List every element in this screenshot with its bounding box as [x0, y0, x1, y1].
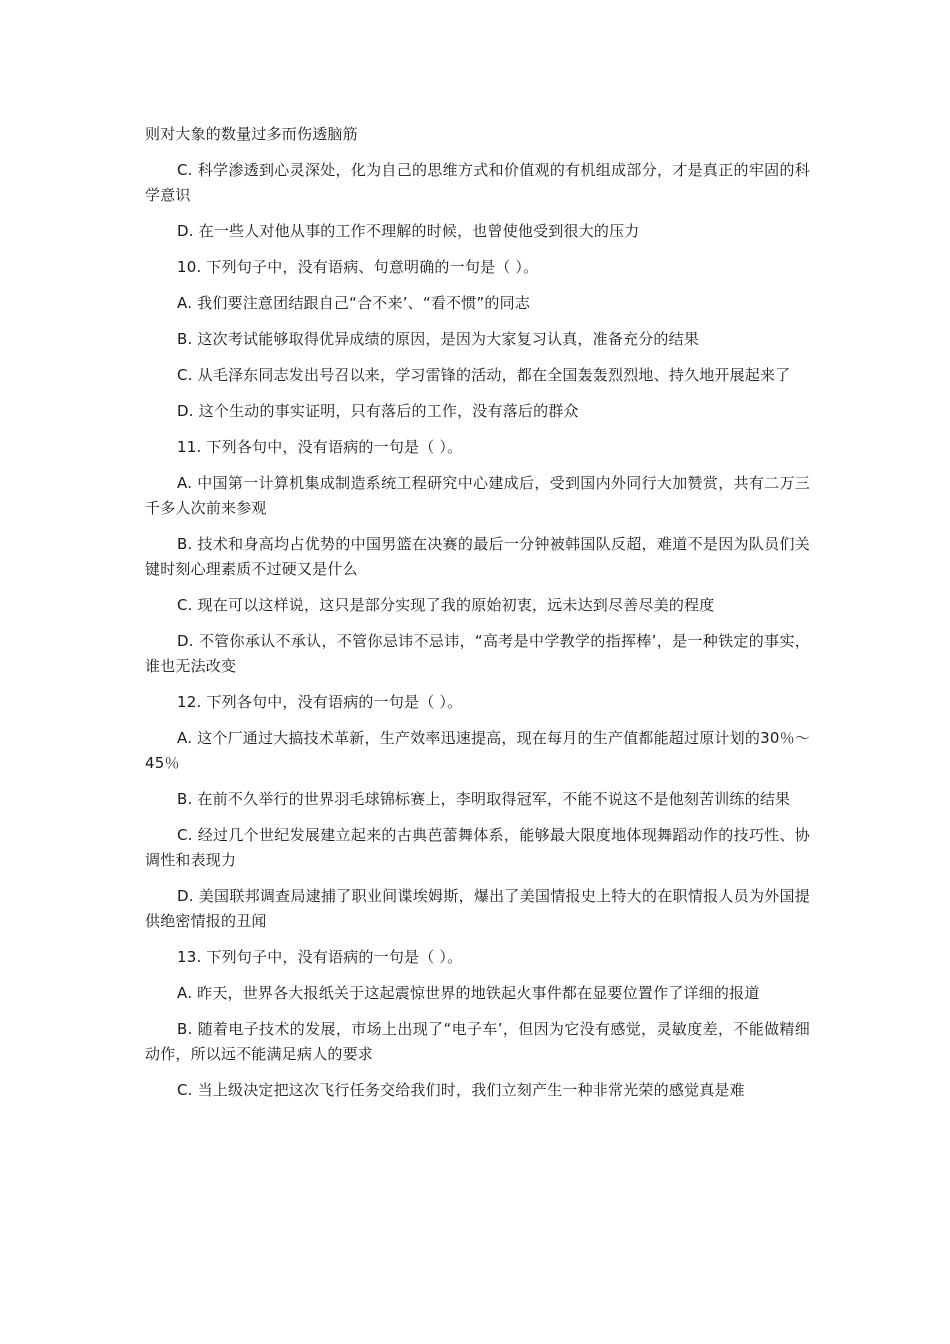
- answer-option: C. 当上级决定把这次飞行任务交给我们时，我们立刻产生一种非常光荣的感觉真是难: [177, 1081, 745, 1099]
- answer-option: C. 科学渗透到心灵深处，化为自己的思维方式和价值观的有机组成部分，才是真正的牢固的科学意识: [145, 161, 810, 204]
- question-stem: 10. 下列句子中，没有语病、句意明确的一句是（ ）。: [177, 258, 539, 276]
- answer-option: D. 不管你承认不承认，不管你忌讳不忌讳，“高考是中学教学的指挥棒’，是一种铁定的事实，谁也无法改变: [145, 632, 810, 675]
- answer-option: B. 在前不久举行的世界羽毛球锦标赛上，李明取得冠军，不能不说这不是他刻苦训练的结果: [177, 790, 791, 808]
- answer-option: C. 现在可以这样说，这只是部分实现了我的原始初衷，远未达到尽善尽美的程度: [177, 596, 715, 614]
- answer-option: A. 昨天，世界各大报纸关于这起震惊世界的地铁起火事件都在显要位置作了详细的报道: [177, 984, 760, 1002]
- answer-option: D. 美国联邦调查局逮捕了职业间谍埃姆斯，爆出了美国情报史上特大的在职情报人员为外国提供绝密情报的丑闻: [145, 887, 810, 930]
- question-stem: 11. 下列各句中，没有语病的一句是（ ）。: [177, 438, 463, 456]
- answer-option: C. 经过几个世纪发展建立起来的古典芭蕾舞体系，能够最大限度地体现舞蹈动作的技巧性、协调性和表现力: [145, 826, 810, 869]
- question-stem: 13. 下列句子中，没有语病的一句是（ ）。: [177, 948, 463, 966]
- answer-option: D. 这个生动的事实证明，只有落后的工作，没有落后的群众: [177, 402, 579, 420]
- question-stem: 12. 下列各句中，没有语病的一句是（ ）。: [177, 693, 463, 711]
- answer-option: A. 我们要注意团结跟自己“合不来’、“看不惯”的同志: [177, 294, 531, 312]
- text-paragraph: 则对大象的数量过多而伤透脑筋: [145, 125, 358, 143]
- document-body: [145, 122, 810, 1114]
- answer-option: B. 技术和身高均占优势的中国男篮在决赛的最后一分钟被韩国队反超，难道不是因为队员们关键时刻心理素质不过硬又是什么: [145, 535, 810, 578]
- answer-option: B. 这次考试能够取得优异成绩的原因，是因为大家复习认真，准备充分的结果: [177, 330, 700, 348]
- answer-option: D. 在一些人对他从事的工作不理解的时候，也曾使他受到很大的压力: [177, 222, 640, 240]
- answer-option: A. 这个厂通过大搞技术革新，生产效率迅速提高，现在每月的生产值都能超过原计划的30％～45％: [145, 729, 810, 772]
- answer-option: C. 从毛泽东同志发出号召以来，学习雷锋的活动，都在全国轰轰烈烈地、持久地开展起来了: [177, 366, 791, 384]
- answer-option: A. 中国第一计算机集成制造系统工程研究中心建成后，受到国内外同行大加赞赏，共有二万三千多人次前来参观: [145, 474, 810, 517]
- answer-option: B. 随着电子技术的发展，市场上出现了“电子车’，但因为它没有感觉，灵敏度差，不能做精细动作，所以远不能满足病人的要求: [145, 1020, 810, 1063]
